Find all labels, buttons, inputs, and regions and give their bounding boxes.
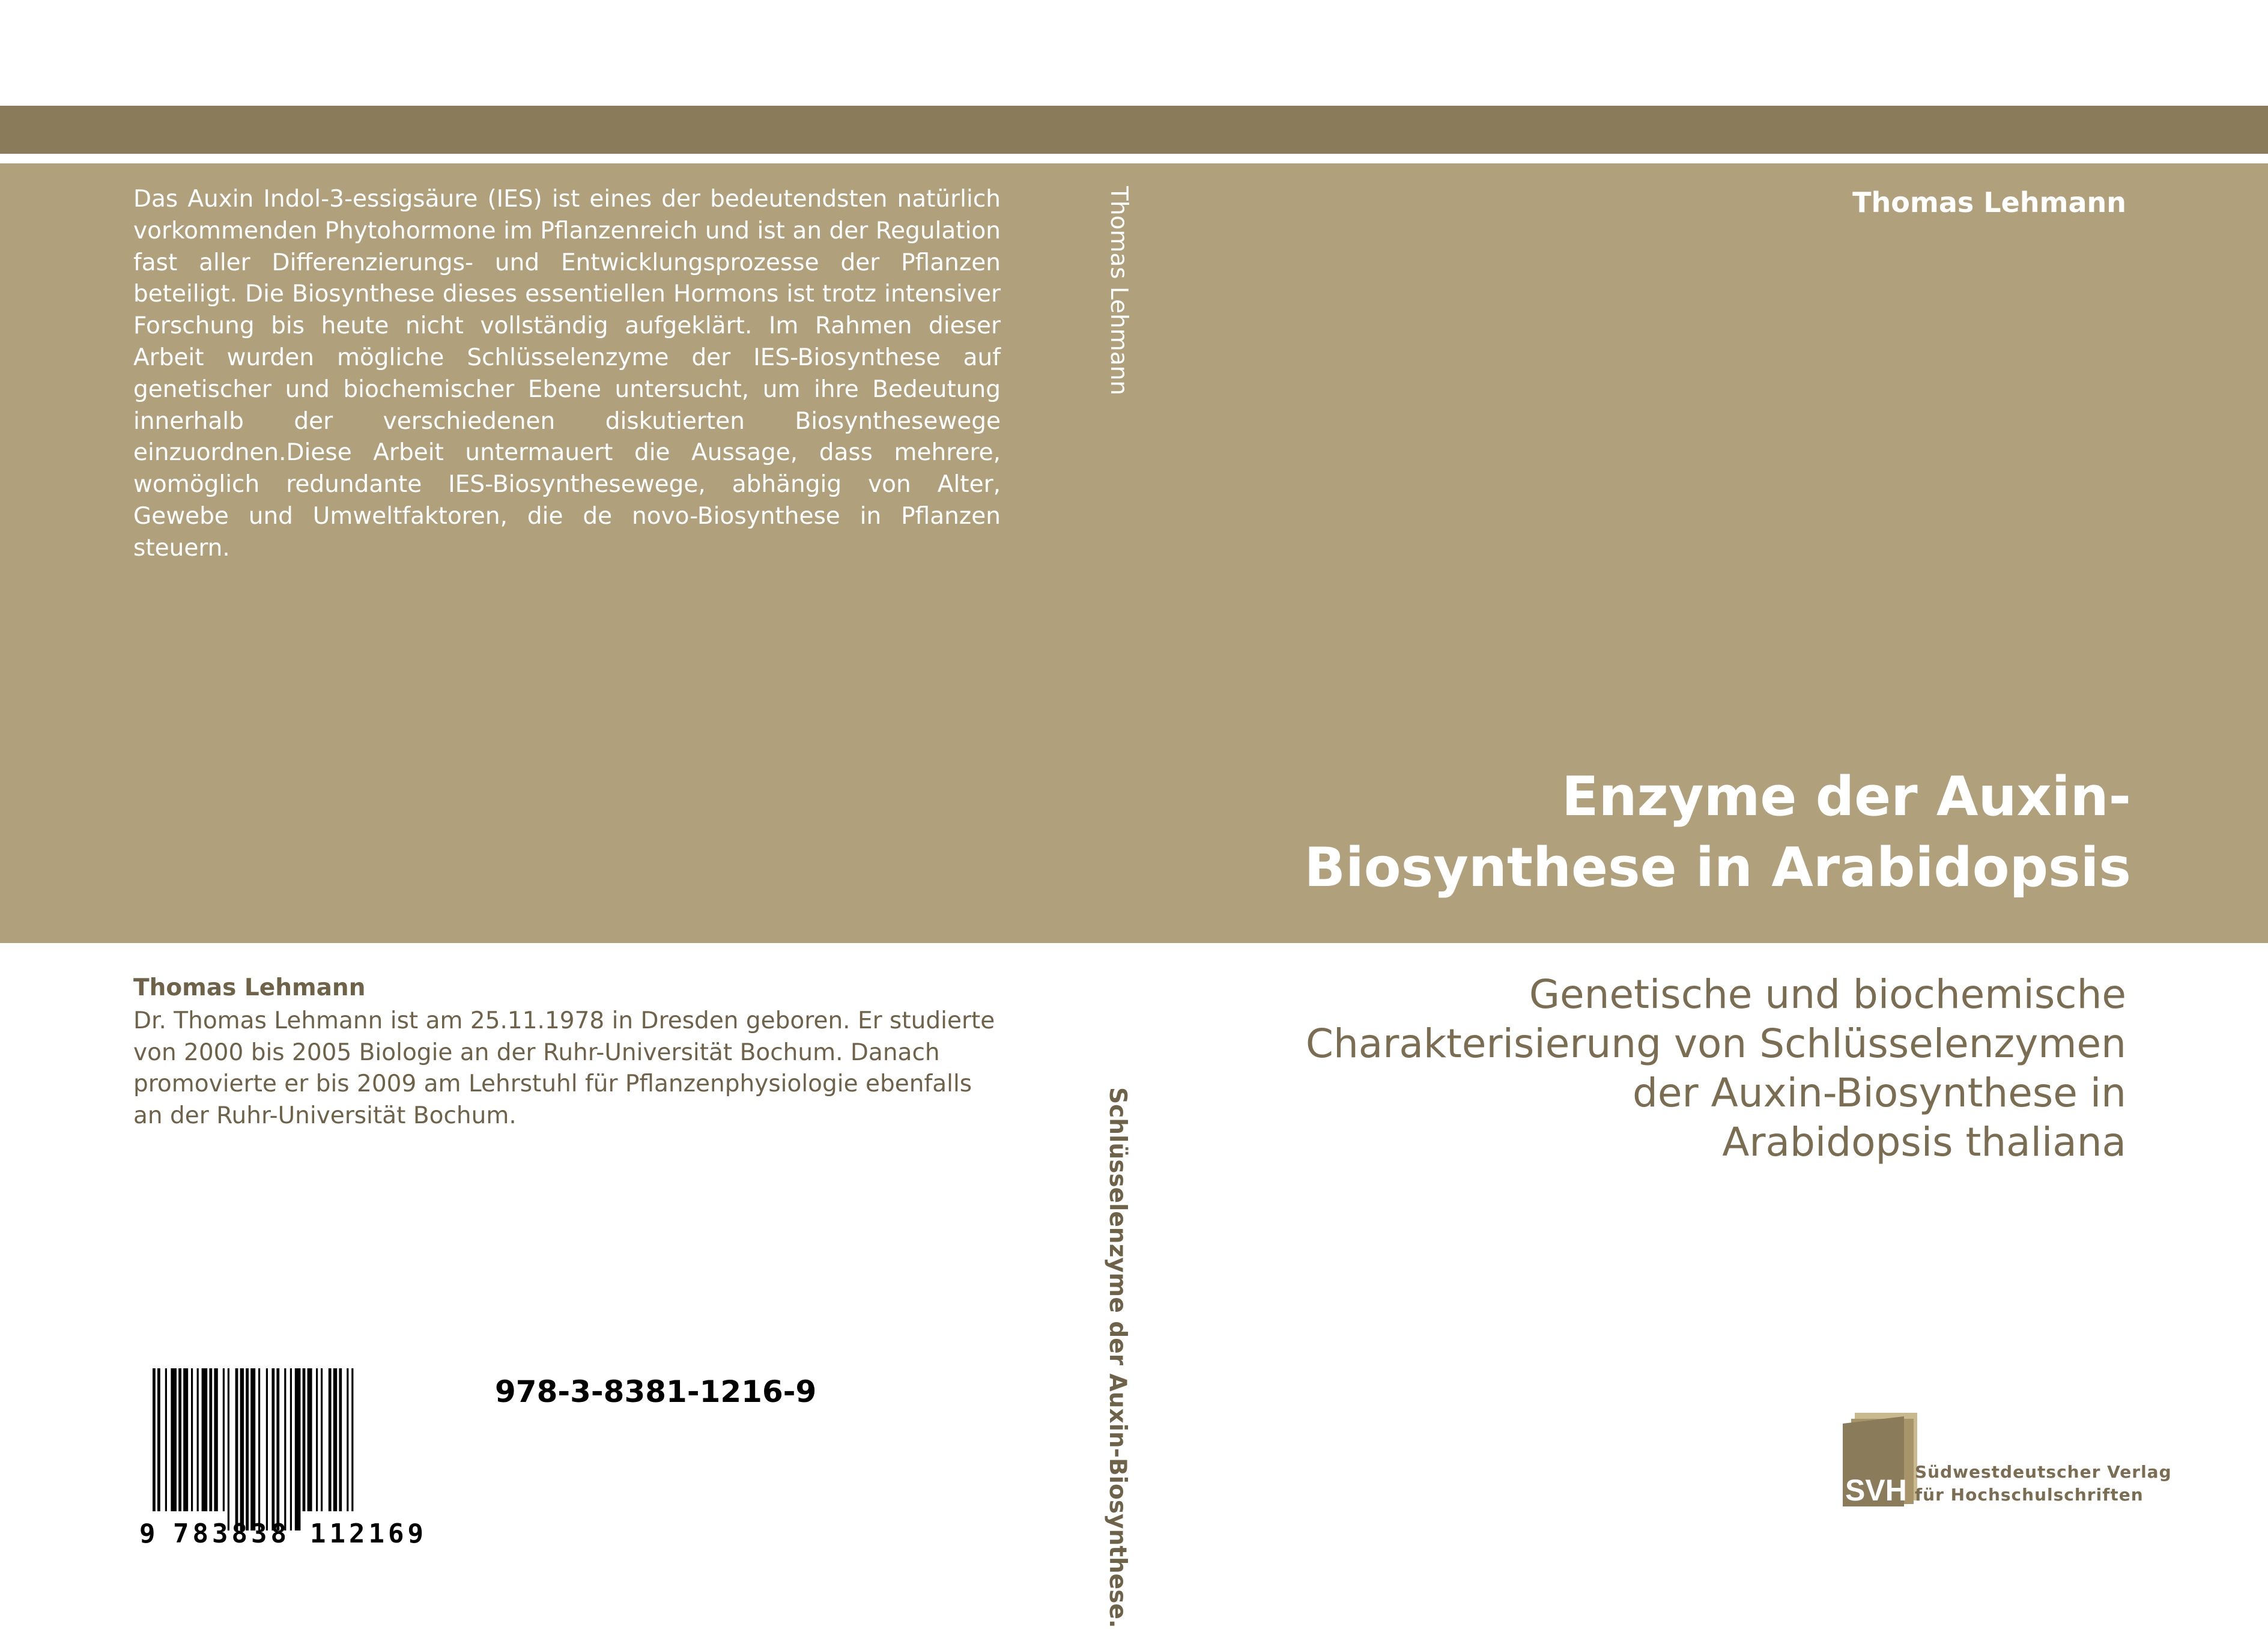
barcode-digit-first: 9: [139, 1518, 156, 1549]
barcode-bar: [351, 1368, 353, 1530]
barcode-bar: [339, 1368, 342, 1530]
barcode-bar: [250, 1368, 255, 1530]
barcode-bar: [321, 1368, 323, 1530]
barcode-bar: [333, 1368, 337, 1530]
barcode-bar: [197, 1368, 199, 1530]
subtitle-line-3: der Auxin-Biosynthese in: [1632, 1070, 2126, 1116]
barcode-bar: [284, 1368, 286, 1530]
barcode-bar: [183, 1368, 188, 1530]
barcode-bar: [202, 1368, 208, 1530]
logo-text: SVH: [1845, 1473, 1907, 1507]
barcode-bar: [214, 1368, 217, 1530]
barcode-bar: [157, 1368, 160, 1530]
spine-title: Schlüsselenzyme der Auxin-Biosynthese.: [1104, 1087, 1131, 1628]
barcode-bar: [235, 1368, 238, 1530]
publisher-line-1: Südwestdeutscher Verlag: [1915, 1462, 2172, 1482]
barcode-bar: [271, 1368, 274, 1530]
barcode-bar: [246, 1368, 249, 1530]
front-title-line-2: Biosynthese in Arabidopsis: [1304, 836, 2131, 899]
author-bio-name: Thomas Lehmann: [133, 974, 366, 1001]
front-title-line-1: Enzyme der Auxin-: [1562, 765, 2131, 828]
barcode-bar: [295, 1368, 301, 1530]
barcode-bar: [165, 1368, 167, 1530]
barcode-bar: [171, 1368, 177, 1530]
back-cover-blurb: Das Auxin Indol-3-essigsäure (IES) ist eines der bedeutendsten natürlich vorkommenden Phytohormone im Pflanzenreich und ist an der Regulation fast aller Differenzierungs- und Entwicklungsprozesse der Pflanzen beteiligt. Die Biosynthese dieses essentiellen Hormons ist trotz intensiver Forschung bis heute nicht vollständig aufgeklärt. Im Rahmen dieser Arbeit wurden mögliche Schlüsselenzyme der IES-Biosynthese auf genetischer und biochemischer Ebene untersucht, um ihre Bedeutung innerhalb der verschiedenen diskutierten Biosynthesewege einzuordnen.Diese Arbeit untermauert die Aussage, dass mehrere, womöglich redundante IES-Biosynthesewege, abhängig von Alter, Gewebe und Umweltfaktoren, die de novo-Biosynthese in Pflanzen steuern.: [133, 186, 1001, 562]
isbn-barcode: [136, 1368, 460, 1549]
top-dark-band: [0, 106, 2268, 154]
front-cover-title: [1110, 762, 2131, 903]
barcode-icon: [136, 1368, 460, 1549]
barcode-bar: [153, 1368, 156, 1530]
barcode-bar: [276, 1368, 279, 1530]
barcode-bar: [240, 1368, 244, 1530]
barcode-digits-right: 112169: [310, 1518, 427, 1549]
barcode-bar: [290, 1368, 292, 1530]
front-cover-author: Thomas Lehmann: [1852, 186, 2126, 219]
barcode-bar: [191, 1368, 193, 1530]
barcode-bar: [303, 1368, 306, 1530]
barcode-bar: [178, 1368, 181, 1530]
barcode-bar: [266, 1368, 268, 1530]
barcode-bar: [316, 1368, 318, 1530]
publisher-name: [1915, 1461, 2172, 1506]
barcode-bar: [223, 1368, 225, 1530]
subtitle-line-1: Genetische und biochemische: [1529, 971, 2126, 1018]
barcode-digits-left: 783838: [173, 1518, 290, 1549]
barcode-bar: [228, 1368, 229, 1530]
barcode-bar: [329, 1368, 332, 1530]
barcode-bar: [258, 1368, 260, 1530]
subtitle-line-2: Charakterisierung von Schlüsselenzymen: [1305, 1021, 2126, 1067]
author-bio-text: Dr. Thomas Lehmann ist am 25.11.1978 in Dresden geboren. Er studierte von 2000 bis 2005 Biologie an der Ruhr-Universität Bochum. Danach promovierte er bis 2009 am Lehrstuhl für Pflanzenphysiologie ebenfalls an der Ruhr-Universität Bochum.: [133, 1007, 995, 1129]
svh-logo-icon: [1837, 1410, 1921, 1508]
barcode-bar: [308, 1368, 312, 1530]
spine-author: Thomas Lehmann: [1105, 186, 1132, 396]
front-cover-subtitle: [1165, 970, 2126, 1167]
barcode-bar: [209, 1368, 212, 1530]
subtitle-line-4: Arabidopsis thaliana: [1722, 1119, 2126, 1165]
publisher-line-2: für Hochschulschriften: [1915, 1485, 2144, 1505]
barcode-bar: [347, 1368, 348, 1530]
isbn-number: 978-3-8381-1216-9: [495, 1374, 817, 1409]
